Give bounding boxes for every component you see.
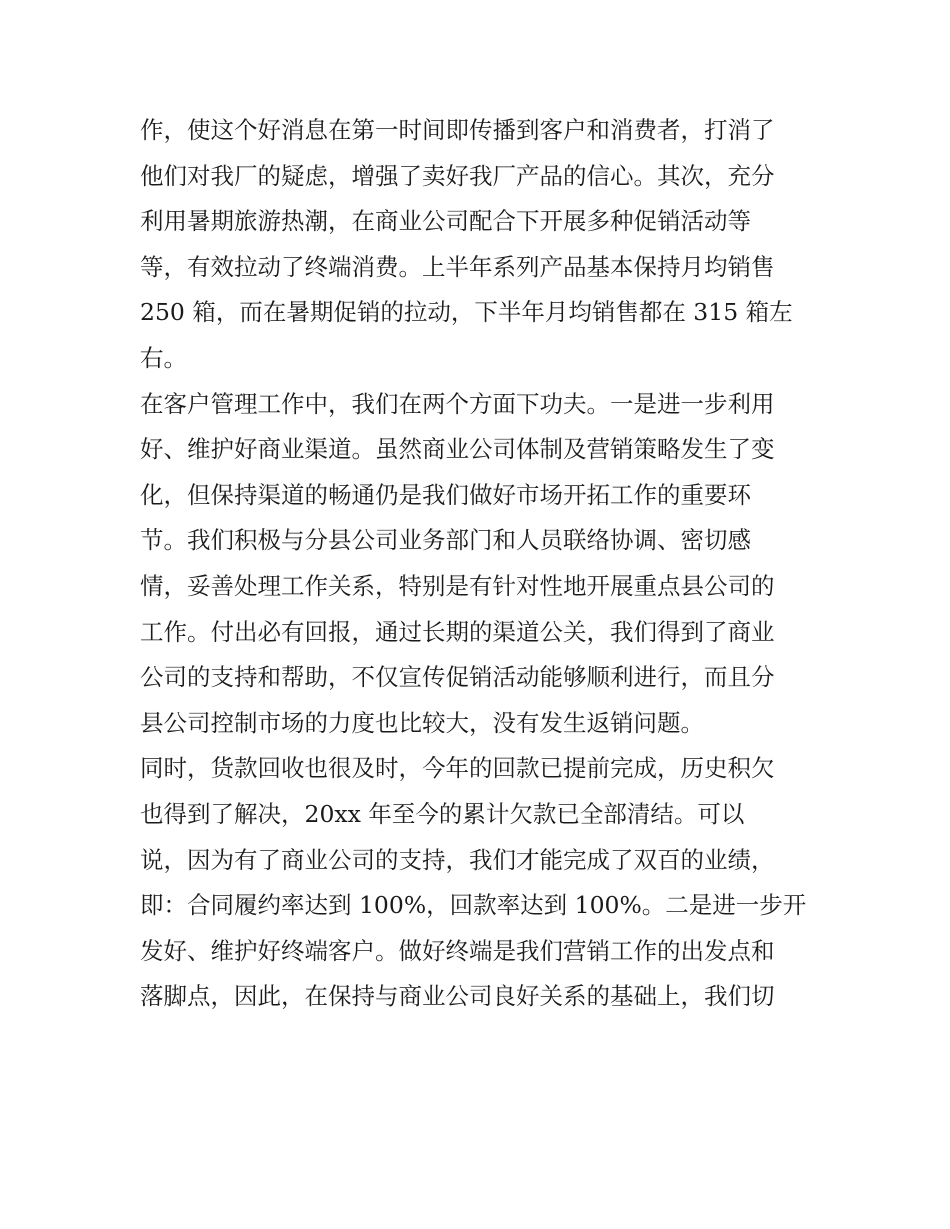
text-line: 同时，货款回收也很及时，今年的回款已提前完成，历史积欠 [140,754,775,783]
text-line: 县公司控制市场的力度也比较大，没有发生返销问题。 [140,708,704,737]
text-line: 他们对我厂的疑虑，增强了卖好我厂产品的信心。其次，充分 [140,161,775,190]
text-line: 落脚点，因此，在保持与商业公司良好关系的基础上，我们切 [140,982,775,1011]
text-line: 右。 [140,343,187,372]
text-line: 化，但保持渠道的畅通仍是我们做好市场开拓工作的重要环 [140,480,751,509]
text-line: 工作。付出必有回报，通过长期的渠道公关，我们得到了商业 [140,617,775,646]
body-text [140,108,820,1020]
text-line: 在客户管理工作中，我们在两个方面下功夫。一是进一步利用 [140,389,775,418]
text-line: 利用暑期旅游热潮，在商业公司配合下开展多种促销活动等 [140,207,751,236]
text-line: 说，因为有了商业公司的支持，我们才能完成了双百的业绩， [140,845,775,874]
text-line: 250 箱，而在暑期促销的拉动，下半年月均销售都在 315 箱左 [140,298,793,327]
text-line: 好、维护好商业渠道。虽然商业公司体制及营销策略发生了变 [140,435,775,464]
text-line: 公司的支持和帮助，不仅宣传促销活动能够顺利进行，而且分 [140,663,775,692]
text-line: 即：合同履约率达到 100%，回款率达到 100%。二是进一步开 [140,891,807,920]
text-line: 等，有效拉动了终端消费。上半年系列产品基本保持月均销售 [140,252,775,281]
text-line: 节。我们积极与分县公司业务部门和人员联络协调、密切感 [140,526,751,555]
text-line: 作，使这个好消息在第一时间即传播到客户和消费者，打消了 [140,116,775,144]
text-line: 情，妥善处理工作关系，特别是有针对性地开展重点县公司的 [140,571,775,600]
text-line: 也得到了解决，20xx 年至今的累计欠款已全部清结。可以 [140,799,745,828]
text-line: 发好、维护好终端客户。做好终端是我们营销工作的出发点和 [140,936,775,965]
